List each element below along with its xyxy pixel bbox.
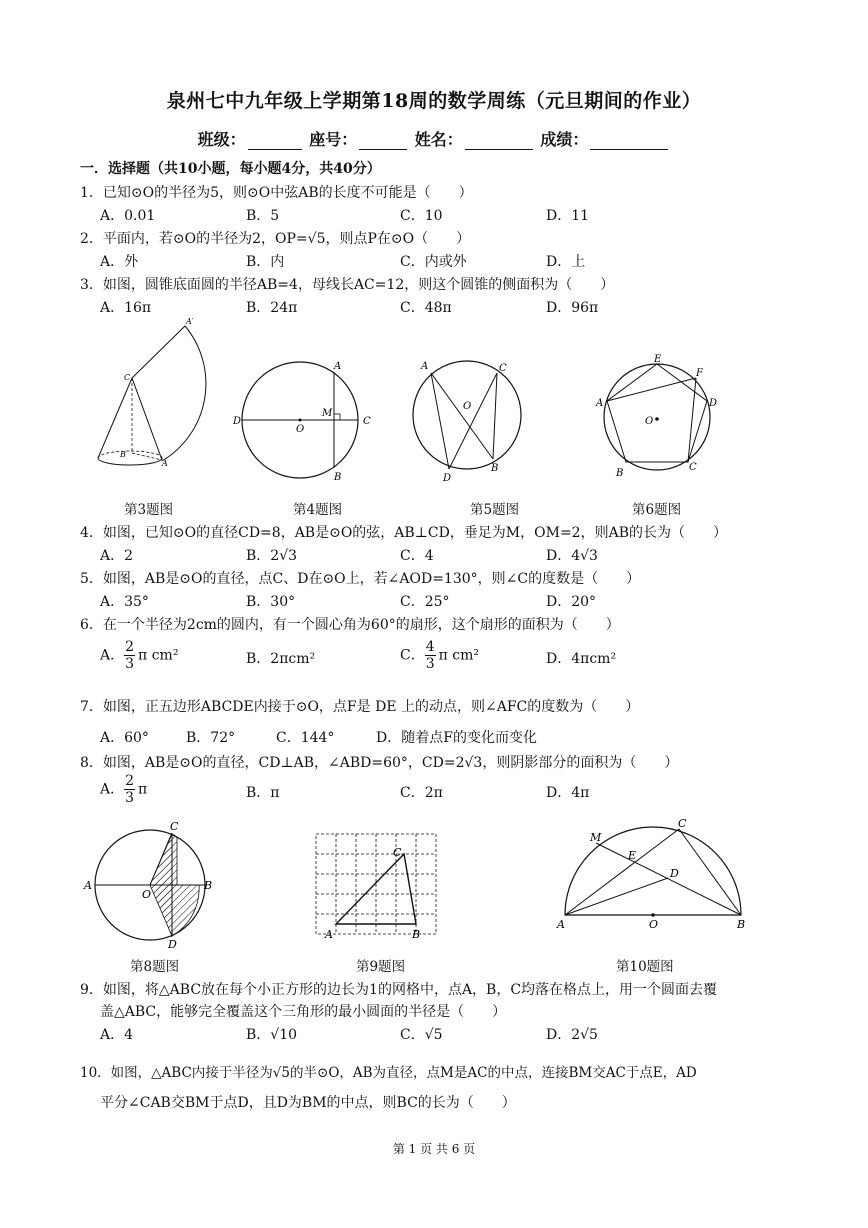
svg-text:C: C	[689, 462, 697, 473]
q5-option-b[interactable]: B．30°	[246, 594, 296, 610]
svg-text:B: B	[737, 918, 746, 931]
q8-option-d[interactable]: D．4π	[546, 785, 590, 801]
svg-text:A: A	[325, 928, 333, 941]
svg-text:B: B	[491, 463, 499, 474]
caption-fig9: 第9题图	[356, 959, 406, 975]
q8-option-a-fraction	[124, 774, 135, 805]
figure-8-shaded-circle	[80, 818, 220, 950]
q7-option-b[interactable]: B．72°	[186, 730, 236, 746]
svg-text:M: M	[590, 831, 602, 844]
q2-option-a[interactable]: A．外	[100, 254, 139, 270]
q9-option-c[interactable]: C．√5	[400, 1027, 443, 1043]
svg-text:C: C	[678, 817, 687, 830]
svg-text:O: O	[645, 416, 654, 427]
caption-fig4: 第4题图	[293, 502, 343, 518]
q1-option-b[interactable]: B．5	[246, 208, 280, 224]
svg-text:B: B	[120, 450, 126, 459]
figure-9-grid-triangle	[310, 828, 445, 943]
svg-text:C: C	[170, 820, 179, 833]
question-3: 3．如图，圆锥底面圆的半径AB=4，母线长AC=12，则这个圆锥的侧面积为（ ）	[80, 277, 615, 293]
score-label: 成绩：	[540, 130, 589, 149]
q9-option-d[interactable]: D．2√5	[546, 1027, 598, 1043]
q3-option-d[interactable]: D．96π	[546, 300, 599, 316]
name-label: 姓名：	[414, 130, 463, 149]
svg-text:O: O	[463, 401, 472, 412]
svg-text:B: B	[334, 472, 342, 483]
svg-text:E: E	[628, 849, 637, 862]
q2-option-c[interactable]: C．内或外	[400, 254, 467, 270]
question-6: 6．在一个半径为2cm的圆内，有一个圆心角为60°的扇形，这个扇形的面积为（ ）	[80, 617, 620, 633]
q8-option-b[interactable]: B．π	[246, 785, 280, 801]
caption-fig6: 第6题图	[632, 502, 682, 518]
fraction-denominator: 3	[125, 790, 135, 806]
q3-option-c[interactable]: C．48π	[400, 300, 452, 316]
svg-text:E: E	[654, 354, 662, 365]
q6-option-d[interactable]: D．4πcm²	[546, 651, 617, 667]
student-info	[0, 127, 868, 150]
caption-fig3: 第3题图	[124, 502, 174, 518]
q8-option-c[interactable]: C．2π	[400, 785, 443, 801]
q2-option-b[interactable]: B．内	[246, 254, 285, 270]
svg-text:D: D	[670, 867, 679, 880]
figure-3-cone	[90, 318, 230, 468]
fraction-numerator: 4	[425, 639, 435, 655]
q6-option-a-letter: A．	[100, 647, 125, 664]
question-8: 8．如图，AB是⊙O的直径，CD⊥AB，∠ABD=60°，CD=2√3，则阴影部分的面积为（ ）	[80, 755, 679, 771]
q7-option-d[interactable]: D．随着点F的变化而变化	[376, 730, 537, 746]
svg-text:D: D	[443, 473, 452, 484]
q6-option-a-fraction	[124, 640, 135, 671]
q6-option-c[interactable]	[400, 640, 479, 671]
svg-text:F: F	[696, 368, 703, 379]
q6-option-a-unit: π cm²	[138, 647, 179, 664]
svg-text:B: B	[204, 879, 213, 892]
svg-text:A: A	[84, 879, 92, 892]
page-footer: 第 1 页 共 6 页	[392, 1142, 476, 1156]
svg-text:A: A	[334, 361, 342, 372]
q7-option-a[interactable]: A．60°	[100, 730, 149, 746]
svg-text:O: O	[142, 888, 152, 901]
question-2: 2．平面内，若⊙O的半径为2，OP=√5，则点P在⊙O（ ）	[80, 231, 471, 247]
fraction-denominator: 3	[125, 656, 135, 672]
score-blank[interactable]	[590, 133, 668, 150]
q9-option-a[interactable]: A．4	[100, 1027, 134, 1043]
question-1: 1．已知⊙O的半径为5，则⊙O中弦AB的长度不可能是（ ）	[80, 185, 473, 201]
q6-option-a[interactable]	[100, 640, 178, 671]
svg-text:A′: A′	[186, 318, 194, 326]
q3-option-a[interactable]: A．16π	[100, 300, 152, 316]
svg-text:O: O	[296, 424, 305, 435]
svg-text:A: A	[162, 459, 168, 468]
caption-fig10: 第10题图	[616, 959, 674, 975]
seat-blank[interactable]	[359, 133, 407, 150]
svg-text:A: A	[596, 398, 604, 409]
question-9-line2: 盖△ABC，能够完全覆盖这个三角形的最小圆面的半径是（ ）	[100, 1004, 507, 1020]
seat-label: 座号：	[309, 130, 358, 149]
q8-option-a-letter: A．	[100, 781, 125, 798]
svg-text:M: M	[322, 408, 333, 419]
q8-option-a[interactable]	[100, 774, 147, 805]
fraction-numerator: 2	[125, 639, 135, 655]
q4-option-d[interactable]: D．4√3	[546, 548, 598, 564]
caption-fig8: 第8题图	[130, 959, 180, 975]
svg-text:O: O	[649, 918, 659, 931]
q7-option-c[interactable]: C．144°	[276, 730, 335, 746]
page-title: 泉州七中九年级上学期第18周的数学周练（元旦期间的作业）	[166, 90, 702, 112]
svg-text:B: B	[616, 468, 624, 479]
name-blank[interactable]	[465, 133, 533, 150]
question-7: 7．如图，正五边形ABCDE内接于⊙O，点F是 DE 上的动点，则∠AFC的度数为（ ）	[80, 699, 640, 715]
q4-option-a[interactable]: A．2	[100, 548, 134, 564]
svg-text:C: C	[363, 416, 371, 427]
question-4: 4．如图，已知⊙O的直径CD=8，AB是⊙O的弦，AB⊥CD，垂足为M，OM=2，则AB的长为（ ）	[80, 525, 727, 541]
q3-option-b[interactable]: B．24π	[246, 300, 298, 316]
q5-option-c[interactable]: C．25°	[400, 594, 450, 610]
q6-option-c-unit: π cm²	[438, 647, 480, 664]
q4-option-b[interactable]: B．2√3	[246, 548, 298, 564]
q6-option-c-letter: C．	[400, 647, 425, 664]
q4-option-c[interactable]: C．4	[400, 548, 434, 564]
q1-option-c[interactable]: C．10	[400, 208, 443, 224]
class-blank[interactable]	[248, 133, 302, 150]
q1-option-d[interactable]: D．11	[546, 208, 590, 224]
q5-option-d[interactable]: D．20°	[546, 594, 597, 610]
svg-text:D: D	[233, 416, 242, 427]
question-5: 5．如图，AB是⊙O的直径，点C、D在⊙O上，若∠AOD=130°，则∠C的度数是（ ）	[80, 571, 641, 587]
question-10-line2: 平分∠CAB交BM于点D，且D为BM的中点，则BC的长为（ ）	[100, 1095, 516, 1111]
q6-option-b[interactable]: B．2πcm²	[246, 651, 316, 667]
question-10: 10．如图，△ABC内接于半径为√5的半⊙O，AB为直径，点M是AC的中点，连接BM交AC于点E，AD	[80, 1065, 697, 1081]
svg-text:C: C	[124, 373, 131, 382]
svg-text:A: A	[557, 918, 565, 931]
figure-10-semicircle	[552, 815, 752, 933]
q8-option-a-pi: π	[138, 781, 148, 798]
class-label: 班级：	[197, 130, 246, 149]
q9-option-b[interactable]: B．√10	[246, 1027, 298, 1043]
q6-option-c-fraction	[425, 640, 436, 671]
q5-option-a[interactable]: A．35°	[100, 594, 149, 610]
fraction-denominator: 3	[425, 656, 435, 672]
q2-option-d[interactable]: D．上	[546, 254, 586, 270]
caption-fig5: 第5题图	[470, 502, 520, 518]
svg-text:C: C	[393, 846, 402, 859]
figure-4-circle	[230, 355, 375, 485]
section-heading: 一．选择题（共10小题，每小题4分，共40分）	[80, 161, 381, 177]
svg-text:D: D	[168, 938, 177, 950]
svg-text:D: D	[709, 398, 718, 409]
figure-6-pentagon	[592, 352, 727, 482]
figure-5-circle	[405, 355, 525, 485]
svg-text:B: B	[412, 928, 421, 941]
svg-text:A: A	[421, 361, 429, 372]
fraction-numerator: 2	[125, 773, 135, 789]
q1-option-a[interactable]: A．0.01	[100, 208, 156, 224]
question-9: 9．如图，将△ABC放在每个小正方形的边长为1的网格中，点A，B，C均落在格点上，用一个圆面去覆	[80, 982, 718, 998]
svg-text:C: C	[499, 363, 507, 374]
